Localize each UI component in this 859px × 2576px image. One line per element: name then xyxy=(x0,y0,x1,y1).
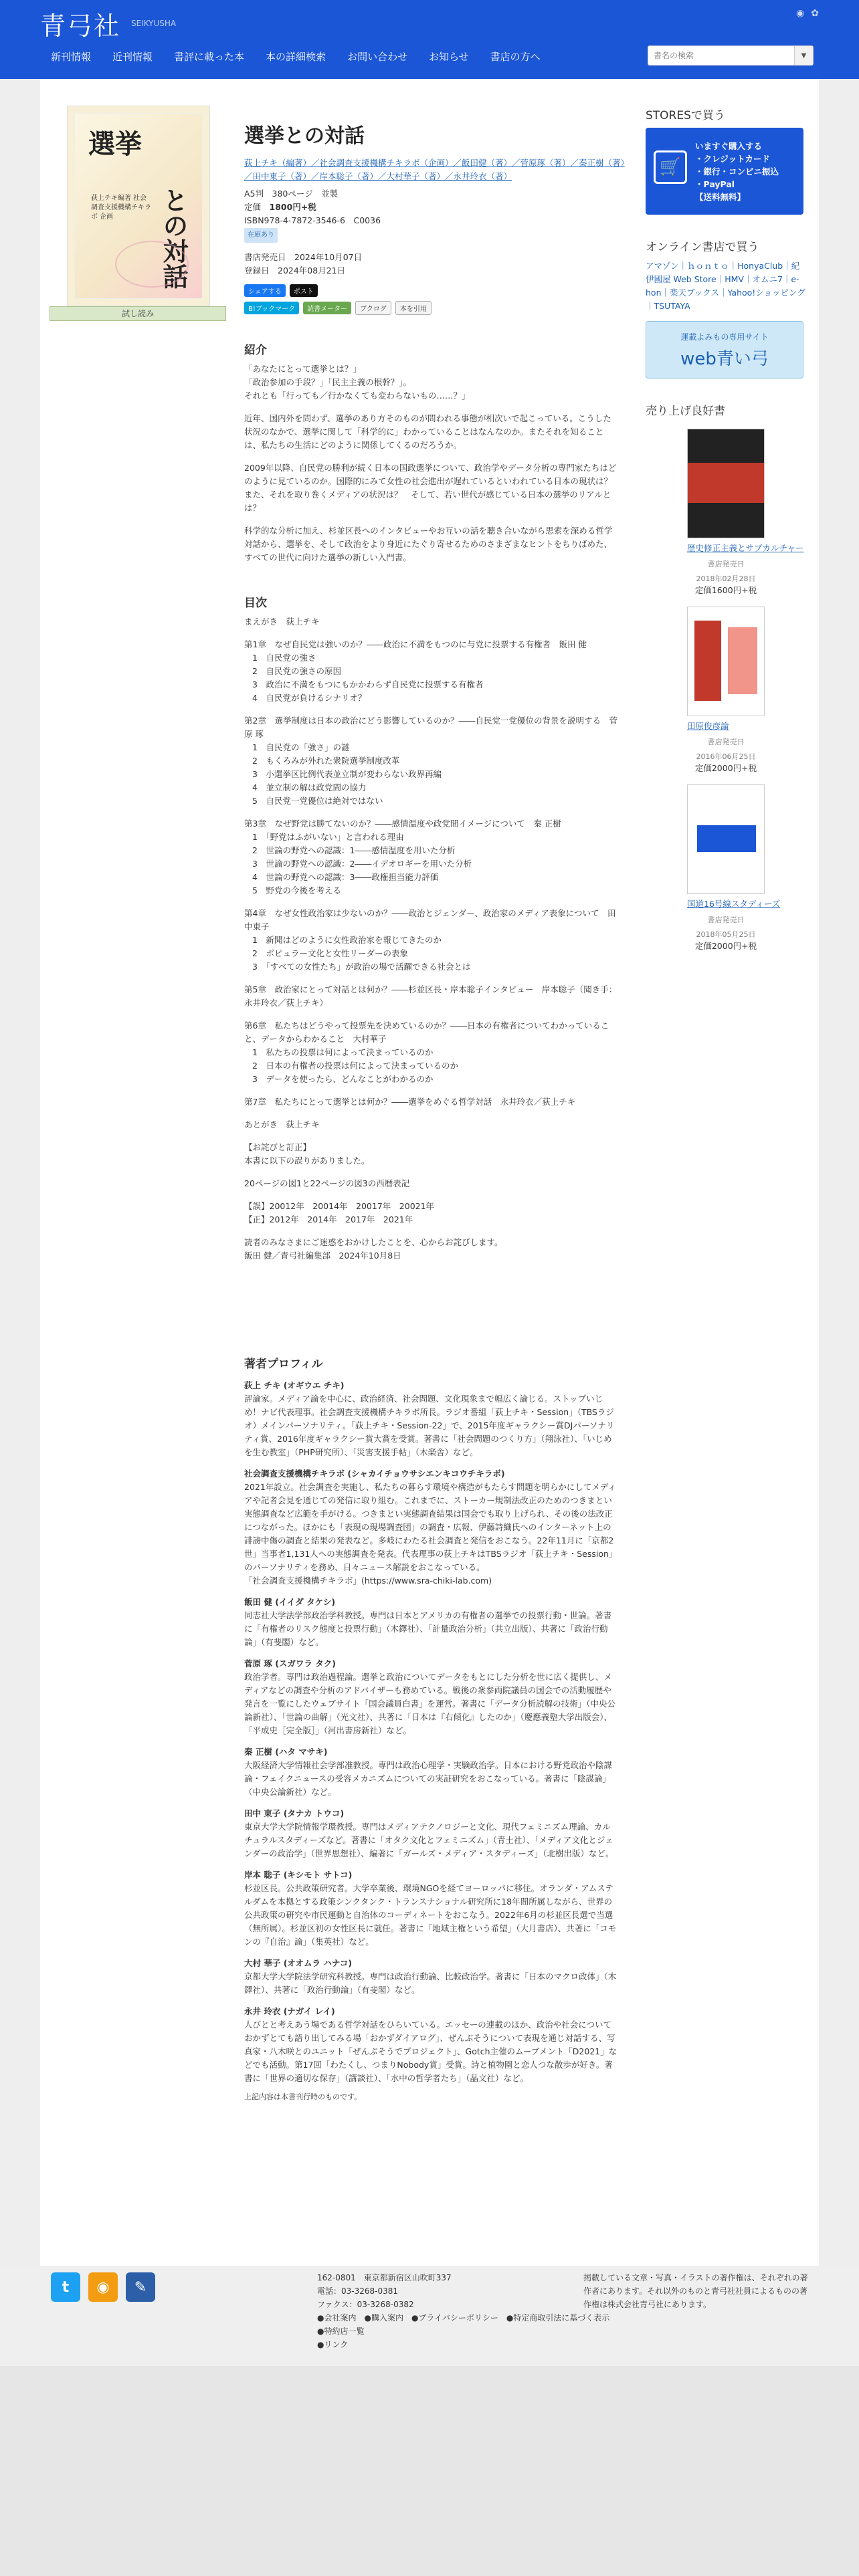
rank-cover[interactable] xyxy=(687,429,765,538)
profile-name: 岸本 聡子 (キシモト サトコ) xyxy=(244,1870,353,1880)
toc-intro: まえがき 荻上チキ xyxy=(244,617,320,627)
online-store-links[interactable]: アマゾン｜ｈｏｎｔｏ｜HonyaClub｜紀伊國屋 Web Store｜HMV｜オムニ7｜e-hon｜楽天ブックス｜Yahoo!ショッピング｜TSUTAYA xyxy=(646,261,805,311)
cover-decoration xyxy=(115,241,189,288)
rank-date-label: 書店発売日 xyxy=(707,916,745,924)
toc-section-item: 3 政治に不満をもつにもかかわらず自民党に投票する有権者 xyxy=(252,679,484,689)
profile-name: 荻上 チキ (オギウエ チキ) xyxy=(244,1380,345,1390)
profile-name: 大村 華子 (オオムラ ハナコ) xyxy=(244,1958,353,1968)
stores-line: いますぐ購入する xyxy=(695,141,763,151)
toc-chapter xyxy=(244,638,619,705)
book-dates xyxy=(244,251,626,278)
main-content xyxy=(40,79,819,2266)
toc-chapter xyxy=(244,1095,619,1109)
profile-bio: 同志社大学法学部政治学科教授。専門は日本とアメリカの有権者の選挙での投票行動・世論。著書に「有権者のリスク態度と投票行動」（木鐸社）、「計量政治分析」（共立出版）、共著に「政治行動論」（有斐閣）など。 xyxy=(244,1610,612,1647)
intro-p4: 科学的な分析に加え、杉並区長へのインタビューやお互いの話を聴き合いながら思索を深める哲学対話から、選挙を、そして政治をより身近にたぐり寄せるためのさまざまなヒントをちりばめた、すべての世代に向けた選挙の新しい入門書。 xyxy=(244,526,613,562)
profile-name: 永井 玲衣 (ナガイ レイ) xyxy=(244,2006,335,2016)
book-info xyxy=(244,119,626,315)
stores-line: ・クレジットカード xyxy=(695,154,770,164)
intro-p2: 近年、国内外を問わず、選挙のあり方そのものが問われる事態が相次いで起こっている。こうした状況のなかで、選挙に関して「科学的に」わかっていることはなんなのか。またそれを知ることは、私たちの生活にどのように関係してくるのだろうか。 xyxy=(244,413,611,450)
profile-name: 飯田 健 (イイダ タケシ) xyxy=(244,1597,336,1607)
web-aoiyumi-title: web青い弓 xyxy=(680,349,769,369)
profile-bio: 評論家。メディア論を中心に、政治経済、社会問題、文化現象まで幅広く論じる。ストップいじめ！ナビ代表理事。社会調査支援機構チキラボ所長。ラジオ番組「荻上チキ・Session」（TBSラジオ）メインパーソナリティ。「荻上チキ・Session-22」で、2015年度ギャラクシー賞DJパーソナリティ賞、2016年度ギャラクシー賞大賞を受賞。著書に「社会問題のつくり方」（翔泳社）、「いじめを生む教室」（PHP研究所）、「災害支援手帖」（木楽舎）など。 xyxy=(244,1394,615,1457)
profile-bio: 2021年設立。社会調査を実施し、私たちの暮らす環境や構造がもたらす問題を明らかにしてメディアや記者会見を通じての発信に取り組む。これまでに、ストーカー規制法改正のためのつきまとい実態調査など広範を手がける。つきまとい実態調査結果は国会でも取り上げられ、その後の法改正につながった。ほかにも「表現の現場調査団」の調査・広報、伊藤詩織氏へのインターネット上の誹謗中傷の調査と結果の発表など。多岐にわたる社会調査と発信をおこなう。22年11月に「京都2世」当事者1,131人への実態調査を発表。代表理事の荻上チキはTBSラジオ「荻上チキ・Session」のパーソナリティを務め、日々ニュース解説をおこなっている。 「社会調査支援機構チキラボ」(https://www.sra-chiki-lab.com) xyxy=(244,1482,617,1586)
book-authors xyxy=(244,156,626,183)
book-isbn: ISBN978-4-7872-3546-6 C0036 xyxy=(244,215,381,225)
online-heading: オンライン書店で買う xyxy=(646,241,759,254)
book-format: A5判 380ページ 並製 xyxy=(244,189,339,199)
quote-button[interactable]: 本を引用 xyxy=(395,301,432,315)
book-title: 選挙との対話 xyxy=(244,124,365,148)
toc-heading: 目次 xyxy=(244,597,267,610)
rank-price: 定価1600円+税 xyxy=(694,585,757,595)
book-meta xyxy=(244,187,626,243)
errata-3: 【誤】20012年 20014年 20017年 20021年 【正】2012年 2014年 2017年 2021年 xyxy=(244,1201,435,1224)
toc-section-item: 1 私たちの投票は何によって決まっているのか xyxy=(252,1047,434,1057)
rank-date-label: 書店発売日 xyxy=(707,738,745,746)
nav-news[interactable]: お知らせ xyxy=(429,51,469,63)
rank-title[interactable]: 国道16号線スタディーズ xyxy=(687,899,781,909)
nav-search[interactable]: 本の詳細検索 xyxy=(266,51,326,63)
cover-title-vertical: との対話 xyxy=(159,187,189,289)
rank-title[interactable]: 歴史修正主義とサブカルチャー xyxy=(687,543,804,553)
intro-section xyxy=(244,344,619,574)
profile-bio: 政治学者。専門は政治過程論。選挙と政治についてデータをもとにした分析を世に広く提供し、メディアなどの調査や分析のアドバイザーも務めている。戦後の衆参両院議員の国会での活動履歴や発言を一覧にしたウェブサイト「国会議員白書」を運営。著書に「データ分析読解の技術」（中央公論新社）、「世論の曲解」（光文社）、共著に「日本は『右傾化』したのか」（慶應義塾大学出版会）、「平成史［完全版］」（河出書房新社）など。 xyxy=(244,1672,615,1735)
profiles-section xyxy=(244,1358,619,2104)
site-logo-sub: SEIKYUSHA xyxy=(131,19,177,28)
toc-section-item: 1 新聞はどのように女性政治家を報じてきたのか xyxy=(252,935,442,945)
cover-authors: 荻上チキ編著 社会調査支援機構チキラボ 企画 xyxy=(91,195,151,221)
twitter-icon[interactable]: ✿ xyxy=(811,8,819,19)
toc-section-item: 4 自民党が負けるシナリオ？ xyxy=(252,693,367,703)
rank-item xyxy=(646,784,806,952)
web-aoiyumi-button[interactable] xyxy=(646,321,803,379)
toc-section-item: 3 小選挙区比例代表並立制が変わらない政界再編 xyxy=(252,769,442,779)
hatena-bookmark-button[interactable]: B!ブックマーク xyxy=(244,302,299,314)
toc-section-item: 2 自民党の強さの原因 xyxy=(252,666,341,676)
profile-bio: 東京大学大学院情報学環教授。専門はメディアテクノロジーと文化、現代フェミニズム理論、カルチュラルスタディーズなど。著書に「オタク文化とフェミニズム」（青土社）、「メディア文化とジェンダーの政治学」（世界思想社）、編著に「ガールズ・メディア・スタディーズ」（北樹出版）など。 xyxy=(244,1822,614,1858)
author-links[interactable]: 荻上チキ（編著）／社会調査支援機構チキラボ（企画）／飯田健（著）／菅原琢（著）／秦正樹（著）／田中東子（著）／岸本聡子（著）／大村華子（著）／永井玲衣（著） xyxy=(244,158,625,181)
try-reading-button[interactable]: 試し読み xyxy=(50,306,226,321)
profile-name: 秦 正樹 (ハタ マサキ) xyxy=(244,1747,328,1757)
profile-bio: 人びとと考えあう場である哲学対話をひらいている。エッセーの連載のほか、政治や社会についておかずとても語り出してみる場「おかずダイアログ」、ぜんぶそうについて表現を通じ対話する、写真家・八木咲とのユニット「ぜんぶそうでプロジェクト」、Gotch主催のムーブメント「D2021」などでも活動。第17回「わたくし、つまりNobody賞」受賞。詩と植物園と恋人つな散歩が好き。著書に「世界の適切な保存」（講談社）、「水中の哲学者たち」（晶文社）など。 xyxy=(244,2020,617,2083)
profile-bio: 杉並区長。公共政策研究者。大学卒業後、環境NGOを経てヨーロッパに移住。オランダ・アムステルダムを本拠とする政策シンクタンク・トランスナショナル研究所に18年間所属しながら、世界の公共政策の研究や市民運動と自治体のコーディネートをおこなう。2022年6月の杉並区長選で当選（無所属）。杉並区初の女性区長に就任。著書に「地域主権という希望」（大月書店）、共著に「コモンの『自治』論」（集英社）など。 xyxy=(244,1883,617,1947)
profile-bio: 京都大学大学院法学研究科教授。専門は政治行動論、比較政治学。著書に「日本のマクロ政体」（木鐸社）、共著に「政治行動論」（有斐閣）など。 xyxy=(244,1971,617,1995)
rank-price: 定価2000円+税 xyxy=(694,941,757,951)
rss-icon[interactable]: ◉ xyxy=(796,8,805,19)
profiles-footnote: 上記内容は本書刊行時のものです。 xyxy=(244,2092,362,2101)
errata-4: 読者のみなさまにご迷惑をおかけしたことを、心からお詫びします。 飯田 健／青弓社編集部 2024年10月8日 xyxy=(244,1237,503,1261)
nav-contact[interactable]: お問い合わせ xyxy=(347,51,408,63)
cover-title: 選挙 xyxy=(88,128,142,160)
toc-section-item: 2 ポピュラー文化と女性リーダーの表象 xyxy=(252,948,408,958)
cart-icon: 🛒 xyxy=(654,150,687,184)
toc-chapter xyxy=(244,983,619,1010)
facebook-share-button[interactable]: シェアする xyxy=(244,284,286,297)
issue-date: 書店発売日 2024年10月07日 xyxy=(244,252,363,262)
rank-date: 2018年05月25日 xyxy=(696,930,756,939)
nav-bookstores[interactable]: 書店の方へ xyxy=(490,51,541,63)
toc-section-item: 5 野党の今後を考える xyxy=(252,885,341,895)
booklog-button[interactable]: ブクログ xyxy=(355,301,391,315)
toc-section-item: 2 もくろみが外れた衆院選挙制度改革 xyxy=(252,756,400,766)
footer-icons xyxy=(51,2272,155,2302)
search-box xyxy=(648,45,814,66)
web-aoiyumi-sub: 運載よみもの専用サイト xyxy=(680,332,769,342)
toc-section-item: 4 並立制の解は政党間の協力 xyxy=(252,782,367,792)
site-logo[interactable]: 青弓社 xyxy=(40,11,121,41)
stores-lines xyxy=(695,140,779,203)
toc-section-item: 2 日本の有権者の投票は何によって決まっているのか xyxy=(252,1061,458,1071)
footer-copyright: 掲載している文章・写真・イラストの著作権は、それぞれの著作者にあります。それ以外のものと青弓社社員によるものの著作権は株式会社青弓社にあります。 xyxy=(583,2273,808,2309)
toc-chapter xyxy=(244,817,619,897)
toc-chapter-title: 第3章 なぜ野党は勝てないのか？――感情温度や政党間イメージについて 秦 正樹 xyxy=(244,819,561,829)
search-dropdown-icon[interactable]: ▼ xyxy=(794,46,813,65)
rank-date: 2016年06月25日 xyxy=(696,752,756,761)
toc-chapter-title: 第1章 なぜ自民党は強いのか？――政治に不満をもつのに与党に投票する有権者 飯田 健 xyxy=(244,639,587,649)
sidebar xyxy=(646,106,806,952)
dokusho-meter-button[interactable]: 読書メーター xyxy=(303,302,351,314)
toc-chapter-title: 第7章 私たちにとって選挙とは何か？――選挙をめぐる哲学対話 永井玲衣／荻上チキ xyxy=(244,1097,576,1107)
profile-name: 田中 東子 (タナカ トウコ) xyxy=(244,1808,345,1818)
toc-chapter-title: 第6章 私たちはどうやって投票先を決めているのか？――日本の有権者についてわかっていること、データからわかること 大村華子 xyxy=(244,1021,609,1044)
stores-line: ・PayPal xyxy=(695,179,735,189)
stores-buy-button[interactable] xyxy=(646,128,803,215)
share-row-2 xyxy=(244,301,626,315)
header-social xyxy=(796,8,819,19)
reg-date: 登録日 2024年08月21日 xyxy=(244,265,346,276)
toc-chapter-title: 第4章 なぜ女性政治家は少ないのか？――政治とジェンダー、政治家のメディア表象について 田中東子 xyxy=(244,908,616,932)
profiles-heading: 著者プロフィル xyxy=(244,1358,323,1371)
toc-chapter xyxy=(244,1019,619,1086)
book-cover[interactable] xyxy=(67,106,210,306)
rank-item xyxy=(646,607,806,774)
toc-section xyxy=(244,597,619,1272)
toc-section-item: 3 世論の野党への認識：2――イデオロギーを用いた分析 xyxy=(252,859,472,869)
main-nav xyxy=(40,45,551,68)
errata-2: 20ページの図1と22ページの図3の西暦表記 xyxy=(244,1178,410,1188)
twitter-icon[interactable]: t xyxy=(51,2272,80,2302)
toc-chapter xyxy=(244,907,619,974)
toc-chapter-title: 第2章 選挙制度は日本の政治にどう影響しているのか？――自民党一党優位の背景を説明する 菅原 琢 xyxy=(244,716,617,739)
intro-heading: 紹介 xyxy=(244,344,267,357)
profile-bio: 大阪経済大学情報社会学部准教授。専門は政治心理学・実験政治学。日本における野党政治や陰謀論・フェイクニュースの受容メカニズムについての実証研究をおこなっている。著書に「陰謀論」（中央公論新社）など。 xyxy=(244,1760,613,1797)
x-post-button[interactable]: ポスト xyxy=(290,284,318,297)
rank-cover[interactable] xyxy=(687,784,765,894)
toc-chapter-title: 第5章 政治家にとって対話とは何か？――杉並区長・岸本聡子インタビュー 岸本聡子（聞き手：永井玲衣／荻上チキ） xyxy=(244,984,617,1008)
toc-section-item: 1 自民党の「強さ」の謎 xyxy=(252,742,350,752)
ranking-heading: 売り上げ良好書 xyxy=(646,405,725,418)
stores-heading: STORESで買う xyxy=(646,109,725,122)
toc-section-item: 1 「野党はふがいない」と言われる理由 xyxy=(252,832,404,842)
toc-chapter xyxy=(244,714,619,808)
toc-section-item: 2 世論の野党への認識：1――感情温度を用いた分析 xyxy=(252,845,456,855)
toc-section-item: 5 自民党一党優位は絶対ではない xyxy=(252,796,383,806)
profiles-list xyxy=(244,1379,619,2085)
blog-icon[interactable]: ✎ xyxy=(126,2272,155,2302)
page-bottom xyxy=(0,2366,859,2576)
rank-date: 2018年02月28日 xyxy=(696,574,756,583)
profile-name: 菅原 琢 (スガワラ タク) xyxy=(244,1658,336,1669)
book-price xyxy=(244,201,626,214)
rank-title[interactable]: 田原俊彦論 xyxy=(687,721,729,731)
cover-art xyxy=(74,113,203,299)
stores-line: ・銀行・コンビニ振込 xyxy=(695,167,779,177)
footer-address: 162-0801 東京都新宿区山吹町337 電話：03-3268-0381 ファクス：03-3268-0382 ●会社案内 ●購入案内 ●プライバシーポリシー ●特定商取引法に基づく表示 ●特約店一覧 ●リンク xyxy=(317,2273,610,2349)
errata-1: 本書に以下の誤りがありました。 xyxy=(244,1156,370,1166)
rank-cover[interactable] xyxy=(687,607,765,716)
intro-p3: 2009年以降、自民党の勝利が続く日本の国政選挙について、政治学やデータ分析の専門家たちはどのように見ているのか。国際的にみて女性の社会進出が遅れているといわれている日本の現状は？ また、それを取り巻くメディアの状況は？ そして、若い世代が感じている日本の選挙のリアルとは？ xyxy=(244,463,621,513)
errata-heading: 【お詫びと訂正】 xyxy=(244,1142,312,1152)
toc-chapters xyxy=(244,638,619,1109)
search-input[interactable] xyxy=(648,46,794,65)
nav-new[interactable]: 新刊情報 xyxy=(51,51,92,63)
stores-line: 【送料無料】 xyxy=(695,192,746,202)
stock-badge: 在庫あり xyxy=(244,228,278,243)
intro-p1: 「あなたにとって選挙とは？」 「政治参加の手段？」「民主主義の根幹？」。 それとも「行っても／行かなくても変わらないもの……？」 xyxy=(244,364,470,401)
nav-reviews[interactable]: 書評に載った本 xyxy=(174,51,245,63)
toc-section-item: 3 データを使ったら、どんなことがわかるのか xyxy=(252,1074,434,1084)
toc-section-item: 3 「すべての女性たち」が政治の場で活躍できる社会とは xyxy=(252,962,471,972)
toc-afterword: あとがき 荻上チキ xyxy=(244,1119,320,1130)
share-row xyxy=(244,284,626,297)
rss-icon[interactable]: ◉ xyxy=(88,2272,118,2302)
rank-date-label: 書店発売日 xyxy=(707,560,745,568)
profile-name: 社会調査支援機構チキラボ (シャカイチョウサシエンキコウチキラボ) xyxy=(244,1469,505,1479)
site-header xyxy=(0,0,859,79)
rank-item xyxy=(646,429,806,596)
toc-section-item: 1 自民党の強さ xyxy=(252,653,316,663)
toc-section-item: 4 世論の野党への認識：3――政権担当能力評価 xyxy=(252,872,439,882)
nav-upcoming[interactable]: 近刊情報 xyxy=(112,51,153,63)
price-value: 1800円+税 xyxy=(269,202,316,212)
price-label: 定価 xyxy=(244,202,262,212)
rank-price: 定価2000円+税 xyxy=(694,763,757,773)
